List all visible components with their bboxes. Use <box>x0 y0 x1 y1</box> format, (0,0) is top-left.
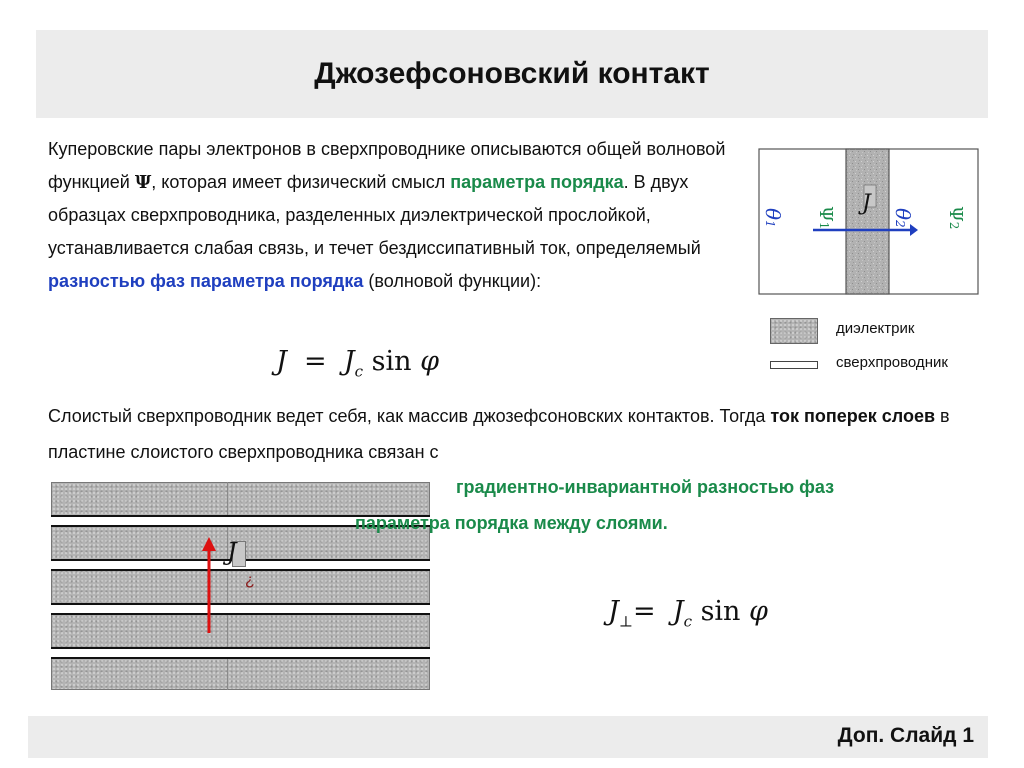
psi2-sub: 2 <box>947 221 961 230</box>
order-parameter-term: параметра порядка <box>450 172 624 192</box>
phase-difference-term: разностью фаз параметра порядка <box>48 271 364 291</box>
layered-paragraph <box>48 398 988 470</box>
formula-sub-c: c <box>354 362 364 381</box>
stack-perp-mark: ¿ <box>245 572 255 589</box>
title-bar <box>36 30 988 118</box>
green-line-2: параметра порядка между слоями. <box>355 513 668 533</box>
psi1-sub: 1 <box>817 221 831 230</box>
theta2-label: θ <box>891 208 915 221</box>
josephson-junction-diagram <box>758 148 980 300</box>
theta1-label: θ <box>761 208 785 221</box>
theta1-sub: 1 <box>763 220 777 228</box>
formula-josephson <box>276 346 439 380</box>
formula-sin: sin <box>371 346 412 377</box>
layered-text-1: Слоистый сверхпроводник ведет себя, как массив джозефсоновских контактов. Тогда <box>48 406 771 426</box>
formula2-sin: sin <box>700 596 741 627</box>
current-arrow-red <box>199 536 219 634</box>
legend-dielectric: диэлектрик <box>836 320 915 337</box>
current-across-layers: ток поперек слоев <box>770 406 936 426</box>
formula-perp <box>608 596 768 630</box>
formula-j: J <box>276 346 287 377</box>
footer-bar <box>28 716 988 758</box>
formula-phi: φ <box>420 346 440 377</box>
formula2-sub-c: c <box>683 612 692 631</box>
legend-superconductor: сверхпроводник <box>836 354 948 371</box>
superconductor-swatch <box>770 361 818 369</box>
intro-text-2: , которая имеет физический смысл <box>151 172 451 192</box>
psi-symbol: Ψ <box>134 172 152 193</box>
superconductor-layer-4 <box>51 647 430 659</box>
dielectric-swatch <box>770 318 818 344</box>
green-line-1: градиентно-инвариантной разностью фаз <box>456 477 835 497</box>
stack-j-label: J <box>227 538 237 566</box>
intro-text-3: . В двух образцах сверхпроводника, разделенных диэлектрической прослойкой, устанавливается слабая связь, и течет бездиссипативный ток, определяемый <box>48 172 701 258</box>
formula2-perp: ⊥ <box>618 612 633 631</box>
formula2-eq: = <box>632 596 656 627</box>
superconductor-layer-3 <box>51 603 430 615</box>
slide-number-label: Доп. Слайд 1 <box>837 724 974 747</box>
formula-jc: J <box>343 346 355 377</box>
formula2-j: J <box>608 596 619 627</box>
layered-text-2: в пластине слоистого сверхпроводника связан с <box>48 406 950 462</box>
intro-text-4: (волновой функции): <box>363 271 542 291</box>
intro-paragraph <box>48 133 748 298</box>
dielectric-layer <box>846 149 889 294</box>
psi1-label: Ψ <box>815 206 836 222</box>
formula-eq: = <box>304 346 327 377</box>
formula2-jc: J <box>672 596 684 627</box>
formula2-phi: φ <box>749 596 768 627</box>
theta2-sub: 2 <box>893 220 907 228</box>
intro-text-1: Куперовские пары электронов в сверхпроводнике описываются общей волновой функцией <box>48 139 726 192</box>
gradient-invariant-text <box>355 469 975 541</box>
psi2-label: Ψ <box>945 206 966 222</box>
junction-j-label: J <box>862 191 871 216</box>
slide-title: Джозефсоновский контакт <box>314 57 710 90</box>
